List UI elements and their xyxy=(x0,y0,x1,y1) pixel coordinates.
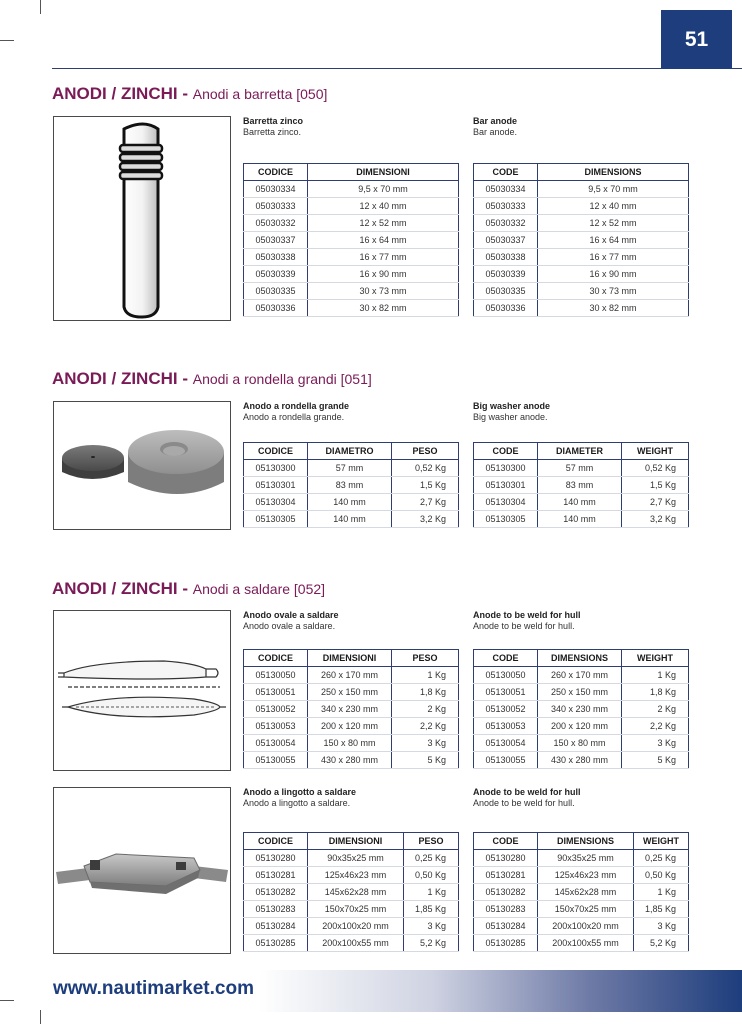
weight-cell: 3 Kg xyxy=(404,918,459,935)
column-header: DIAMETER xyxy=(538,443,622,460)
table-row xyxy=(244,935,459,952)
code-cell: 05130285 xyxy=(474,935,538,952)
table-row xyxy=(474,935,689,952)
table-row xyxy=(244,198,459,215)
weight-cell: 2,2 Kg xyxy=(392,718,459,735)
weight-cell: 3 Kg xyxy=(392,735,459,752)
washer-anode-image xyxy=(53,401,231,530)
table-row xyxy=(244,752,459,769)
column-header: PESO xyxy=(392,443,459,460)
table-row xyxy=(244,684,459,701)
product-description: Bar anode. xyxy=(473,127,518,137)
table-row xyxy=(244,181,459,198)
product-description: Anode to be weld for hull. xyxy=(473,798,575,808)
code-cell: 05130283 xyxy=(474,901,538,918)
value-cell: 9,5 x 70 mm xyxy=(308,181,459,198)
column-header: CODE xyxy=(474,833,538,850)
column-header: WEIGHT xyxy=(622,650,689,667)
weight-cell: 2,2 Kg xyxy=(622,718,689,735)
crop-mark xyxy=(40,0,41,14)
column-header: CODE xyxy=(474,650,538,667)
product-name: Anodo ovale a saldare xyxy=(243,610,339,620)
code-cell: 05130055 xyxy=(474,752,538,769)
column-header: WEIGHT xyxy=(622,443,689,460)
product-desc-en xyxy=(473,401,550,423)
table-row xyxy=(244,477,459,494)
weight-cell: 0,50 Kg xyxy=(634,867,689,884)
ingot-anode-image xyxy=(53,787,231,954)
table-row xyxy=(244,867,459,884)
weight-cell: 1,85 Kg xyxy=(634,901,689,918)
column-header: CODICE xyxy=(244,650,308,667)
code-cell: 05130282 xyxy=(474,884,538,901)
table-row xyxy=(474,198,689,215)
column-header: CODICE xyxy=(244,443,308,460)
table-row xyxy=(244,283,459,300)
product-description: Anodo ovale a saldare. xyxy=(243,621,336,631)
table-row xyxy=(474,477,689,494)
table-header-row xyxy=(474,164,689,181)
section-title xyxy=(52,84,327,104)
code-cell: 05130053 xyxy=(474,718,538,735)
code-cell: 05130304 xyxy=(474,494,538,511)
ingot-anode-illustration xyxy=(54,788,230,953)
code-cell: 05130282 xyxy=(244,884,308,901)
value-cell: 16 x 64 mm xyxy=(538,232,689,249)
value-cell: 150x70x25 mm xyxy=(308,901,404,918)
table-row xyxy=(474,283,689,300)
section-title-main: ANODI / ZINCHI - xyxy=(52,579,188,598)
table-row xyxy=(474,511,689,528)
value-cell: 200 x 120 mm xyxy=(538,718,622,735)
code-cell: 05030333 xyxy=(474,198,538,215)
section-title-main: ANODI / ZINCHI - xyxy=(52,84,188,103)
table-header-row xyxy=(244,443,459,460)
table-header-row xyxy=(474,833,689,850)
section-title-sub: Anodi a saldare [052] xyxy=(192,581,326,597)
value-cell: 16 x 90 mm xyxy=(308,266,459,283)
table-row xyxy=(244,494,459,511)
weight-cell: 1 Kg xyxy=(404,884,459,901)
weight-cell: 0,50 Kg xyxy=(404,867,459,884)
value-cell: 260 x 170 mm xyxy=(538,667,622,684)
table-row xyxy=(474,232,689,249)
crop-mark xyxy=(0,40,14,41)
table-row xyxy=(474,266,689,283)
table-row xyxy=(474,667,689,684)
value-cell: 57 mm xyxy=(308,460,392,477)
value-cell: 145x62x28 mm xyxy=(308,884,404,901)
weight-cell: 0,52 Kg xyxy=(392,460,459,477)
table-header-row xyxy=(474,443,689,460)
product-description: Anodo a lingotto a saldare. xyxy=(243,798,351,808)
code-cell: 05030337 xyxy=(474,232,538,249)
table-header-row xyxy=(244,833,459,850)
value-cell: 140 mm xyxy=(538,494,622,511)
crop-mark xyxy=(40,1010,41,1024)
code-cell: 05130283 xyxy=(244,901,308,918)
table-row xyxy=(474,300,689,317)
spec-table-it xyxy=(243,442,459,528)
code-cell: 05130054 xyxy=(244,735,308,752)
product-desc-it xyxy=(243,116,303,138)
section-title-sub: Anodi a rondella grandi [051] xyxy=(192,371,372,387)
product-desc-it xyxy=(243,787,356,809)
value-cell: 150 x 80 mm xyxy=(308,735,392,752)
weight-cell: 2,7 Kg xyxy=(392,494,459,511)
code-cell: 05130051 xyxy=(244,684,308,701)
weight-cell: 5 Kg xyxy=(392,752,459,769)
section-title xyxy=(52,579,325,599)
table-row xyxy=(244,215,459,232)
value-cell: 16 x 90 mm xyxy=(538,266,689,283)
table-row xyxy=(244,249,459,266)
weight-cell: 5 Kg xyxy=(622,752,689,769)
spec-table-it xyxy=(243,832,459,952)
oval-anode-drawing xyxy=(54,611,230,770)
table-row xyxy=(244,901,459,918)
code-cell: 05130055 xyxy=(244,752,308,769)
code-cell: 05130305 xyxy=(244,511,308,528)
code-cell: 05030334 xyxy=(474,181,538,198)
value-cell: 30 x 73 mm xyxy=(538,283,689,300)
table-row xyxy=(474,701,689,718)
code-cell: 05030337 xyxy=(244,232,308,249)
weight-cell: 5,2 Kg xyxy=(404,935,459,952)
weight-cell: 0,25 Kg xyxy=(634,850,689,867)
value-cell: 125x46x23 mm xyxy=(538,867,634,884)
value-cell: 30 x 82 mm xyxy=(538,300,689,317)
crop-mark xyxy=(0,1000,14,1001)
value-cell: 430 x 280 mm xyxy=(308,752,392,769)
weight-cell: 2 Kg xyxy=(392,701,459,718)
code-cell: 05130284 xyxy=(474,918,538,935)
table-row xyxy=(474,249,689,266)
weight-cell: 1,8 Kg xyxy=(392,684,459,701)
weight-cell: 1 Kg xyxy=(634,884,689,901)
spec-table-en xyxy=(473,163,689,317)
value-cell: 16 x 77 mm xyxy=(308,249,459,266)
weight-cell: 1,5 Kg xyxy=(622,477,689,494)
value-cell: 260 x 170 mm xyxy=(308,667,392,684)
table-header-row xyxy=(474,650,689,667)
table-row xyxy=(474,215,689,232)
value-cell: 140 mm xyxy=(538,511,622,528)
table-row xyxy=(244,735,459,752)
table-row xyxy=(474,735,689,752)
product-description: Anodo a rondella grande. xyxy=(243,412,345,422)
weight-cell: 1,85 Kg xyxy=(404,901,459,918)
column-header: DIMENSIONI xyxy=(308,164,459,181)
code-cell: 05130050 xyxy=(244,667,308,684)
value-cell: 145x62x28 mm xyxy=(538,884,634,901)
table-row xyxy=(244,511,459,528)
product-name: Anode to be weld for hull xyxy=(473,610,581,620)
value-cell: 57 mm xyxy=(538,460,622,477)
section-title-sub: Anodi a barretta [050] xyxy=(192,86,328,102)
table-row xyxy=(474,884,689,901)
column-header: CODICE xyxy=(244,833,308,850)
table-row xyxy=(474,867,689,884)
value-cell: 200 x 120 mm xyxy=(308,718,392,735)
code-cell: 05130305 xyxy=(474,511,538,528)
value-cell: 83 mm xyxy=(308,477,392,494)
code-cell: 05130053 xyxy=(244,718,308,735)
table-row xyxy=(244,918,459,935)
value-cell: 200x100x55 mm xyxy=(308,935,404,952)
table-row xyxy=(474,752,689,769)
value-cell: 150x70x25 mm xyxy=(538,901,634,918)
product-name: Anodo a rondella grande xyxy=(243,401,350,411)
product-desc-it xyxy=(243,401,349,423)
code-cell: 05130281 xyxy=(244,867,308,884)
value-cell: 200x100x20 mm xyxy=(308,918,404,935)
code-cell: 05130051 xyxy=(474,684,538,701)
code-cell: 05130304 xyxy=(244,494,308,511)
value-cell: 340 x 230 mm xyxy=(308,701,392,718)
code-cell: 05030339 xyxy=(474,266,538,283)
table-header-row xyxy=(244,650,459,667)
code-cell: 05030335 xyxy=(474,283,538,300)
table-row xyxy=(244,850,459,867)
weight-cell: 0,52 Kg xyxy=(622,460,689,477)
section-title xyxy=(52,369,372,389)
value-cell: 30 x 73 mm xyxy=(308,283,459,300)
column-header: DIMENSIONI xyxy=(308,833,404,850)
page-number: 51 xyxy=(661,10,732,69)
table-row xyxy=(244,300,459,317)
weight-cell: 0,25 Kg xyxy=(404,850,459,867)
table-row xyxy=(474,181,689,198)
value-cell: 16 x 77 mm xyxy=(538,249,689,266)
value-cell: 200x100x20 mm xyxy=(538,918,634,935)
table-row xyxy=(474,918,689,935)
value-cell: 83 mm xyxy=(538,477,622,494)
value-cell: 250 x 150 mm xyxy=(538,684,622,701)
table-row xyxy=(244,266,459,283)
value-cell: 140 mm xyxy=(308,494,392,511)
code-cell: 05030338 xyxy=(244,249,308,266)
product-desc-en xyxy=(473,116,517,138)
value-cell: 16 x 64 mm xyxy=(308,232,459,249)
spec-table-en xyxy=(473,832,689,952)
product-desc-it xyxy=(243,610,339,632)
product-desc-en xyxy=(473,610,581,632)
value-cell: 150 x 80 mm xyxy=(538,735,622,752)
code-cell: 05130280 xyxy=(244,850,308,867)
code-cell: 05130301 xyxy=(244,477,308,494)
table-row xyxy=(474,460,689,477)
code-cell: 05030332 xyxy=(474,215,538,232)
column-header: PESO xyxy=(392,650,459,667)
spec-table-en xyxy=(473,442,689,528)
code-cell: 05130050 xyxy=(474,667,538,684)
product-name: Anodo a lingotto a saldare xyxy=(243,787,357,797)
code-cell: 05130280 xyxy=(474,850,538,867)
code-cell: 05130052 xyxy=(474,701,538,718)
code-cell: 05130052 xyxy=(244,701,308,718)
code-cell: 05030333 xyxy=(244,198,308,215)
product-description: Anode to be weld for hull. xyxy=(473,621,575,631)
code-cell: 05030332 xyxy=(244,215,308,232)
code-cell: 05130281 xyxy=(474,867,538,884)
weight-cell: 1,8 Kg xyxy=(622,684,689,701)
value-cell: 12 x 40 mm xyxy=(538,198,689,215)
value-cell: 140 mm xyxy=(308,511,392,528)
table-header-row xyxy=(244,164,459,181)
code-cell: 05130284 xyxy=(244,918,308,935)
table-row xyxy=(244,460,459,477)
value-cell: 30 x 82 mm xyxy=(308,300,459,317)
weight-cell: 3,2 Kg xyxy=(622,511,689,528)
value-cell: 250 x 150 mm xyxy=(308,684,392,701)
spec-table-en xyxy=(473,649,689,769)
weight-cell: 5,2 Kg xyxy=(634,935,689,952)
code-cell: 05030339 xyxy=(244,266,308,283)
table-row xyxy=(474,494,689,511)
weight-cell: 1 Kg xyxy=(392,667,459,684)
weight-cell: 3 Kg xyxy=(622,735,689,752)
product-name: Barretta zinco xyxy=(243,116,304,126)
column-header: CODE xyxy=(474,443,538,460)
table-row xyxy=(244,701,459,718)
header-rule xyxy=(52,68,742,69)
weight-cell: 1,5 Kg xyxy=(392,477,459,494)
value-cell: 12 x 52 mm xyxy=(308,215,459,232)
value-cell: 90x35x25 mm xyxy=(308,850,404,867)
value-cell: 200x100x55 mm xyxy=(538,935,634,952)
product-name: Bar anode xyxy=(473,116,518,126)
code-cell: 05030338 xyxy=(474,249,538,266)
bar-anode-image xyxy=(53,116,231,321)
column-header: DIMENSIONS xyxy=(538,833,634,850)
column-header: DIAMETRO xyxy=(308,443,392,460)
table-row xyxy=(244,884,459,901)
column-header: DIMENSIONS xyxy=(538,650,622,667)
weight-cell: 3,2 Kg xyxy=(392,511,459,528)
code-cell: 05130301 xyxy=(474,477,538,494)
weight-cell: 2,7 Kg xyxy=(622,494,689,511)
code-cell: 05030335 xyxy=(244,283,308,300)
code-cell: 05130300 xyxy=(474,460,538,477)
code-cell: 05030336 xyxy=(474,300,538,317)
section-title-main: ANODI / ZINCHI - xyxy=(52,369,188,388)
table-row xyxy=(244,232,459,249)
code-cell: 05030336 xyxy=(244,300,308,317)
value-cell: 90x35x25 mm xyxy=(538,850,634,867)
column-header: DIMENSIONS xyxy=(538,164,689,181)
website-link[interactable]: www.nautimarket.com xyxy=(53,978,254,999)
table-row xyxy=(244,718,459,735)
code-cell: 05130054 xyxy=(474,735,538,752)
value-cell: 9,5 x 70 mm xyxy=(538,181,689,198)
spec-table-it xyxy=(243,163,459,317)
value-cell: 340 x 230 mm xyxy=(538,701,622,718)
weight-cell: 2 Kg xyxy=(622,701,689,718)
code-cell: 05130285 xyxy=(244,935,308,952)
spec-table-it xyxy=(243,649,459,769)
product-name: Big washer anode xyxy=(473,401,551,411)
table-row xyxy=(474,901,689,918)
column-header: WEIGHT xyxy=(634,833,689,850)
table-row xyxy=(474,718,689,735)
code-cell: 05030334 xyxy=(244,181,308,198)
oval-anode-image xyxy=(53,610,231,771)
column-header: PESO xyxy=(404,833,459,850)
column-header: CODE xyxy=(474,164,538,181)
table-row xyxy=(474,684,689,701)
product-desc-en xyxy=(473,787,581,809)
weight-cell: 3 Kg xyxy=(634,918,689,935)
code-cell: 05130300 xyxy=(244,460,308,477)
value-cell: 125x46x23 mm xyxy=(308,867,404,884)
bar-anode-illustration xyxy=(54,117,230,320)
washer-anode-illustration xyxy=(54,402,230,529)
weight-cell: 1 Kg xyxy=(622,667,689,684)
product-description: Barretta zinco. xyxy=(243,127,302,137)
value-cell: 12 x 40 mm xyxy=(308,198,459,215)
value-cell: 430 x 280 mm xyxy=(538,752,622,769)
product-description: Big washer anode. xyxy=(473,412,548,422)
column-header: DIMENSIONI xyxy=(308,650,392,667)
product-name: Anode to be weld for hull xyxy=(473,787,581,797)
table-row xyxy=(474,850,689,867)
value-cell: 12 x 52 mm xyxy=(538,215,689,232)
column-header: CODICE xyxy=(244,164,308,181)
table-row xyxy=(244,667,459,684)
